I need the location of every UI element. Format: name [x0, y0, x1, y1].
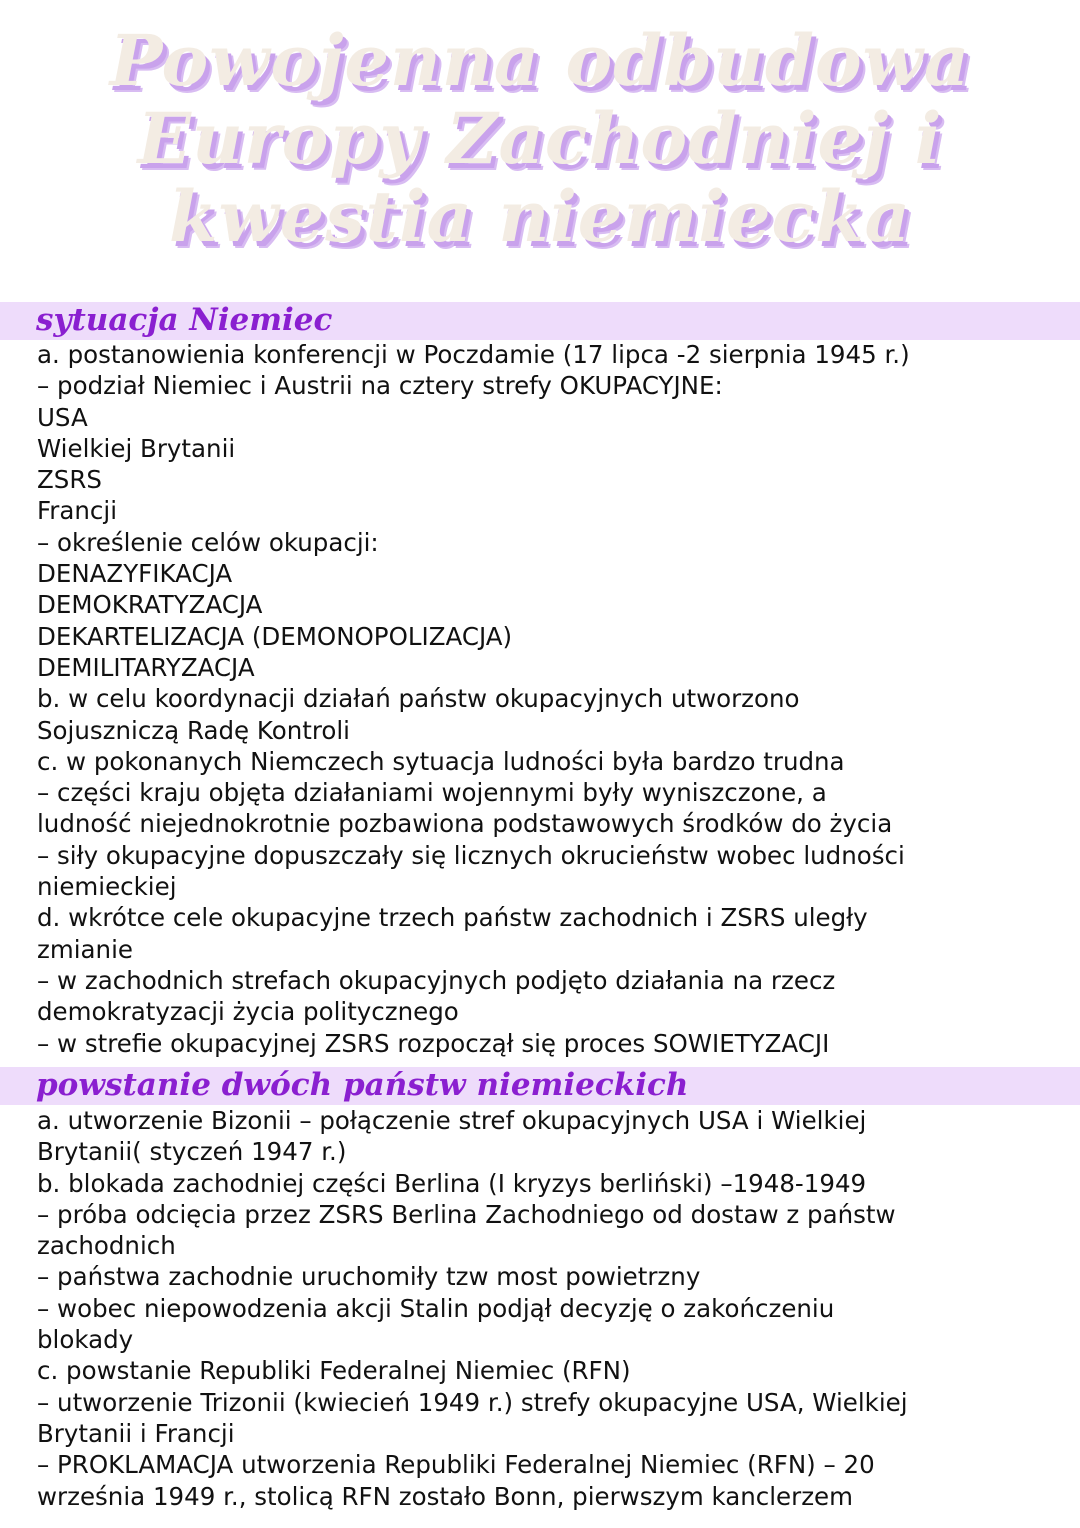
text-line: b. blokada zachodniej części Berlina (I kryzys berliński) –1948-1949 — [37, 1168, 867, 1198]
text-line: – wobec niepowodzenia akcji Stalin podjął decyzję o zakończeniu — [37, 1293, 835, 1323]
section-title: powstanie dwóch państw niemieckich — [36, 1067, 689, 1103]
text-line: c. w pokonanych Niemczech sytuacja ludności była bardzo trudna — [37, 746, 845, 776]
section-header-powstanie-panstw — [0, 1067, 1080, 1105]
text-line: ludność niejednokrotnie pozbawiona podstawowych środków do życia — [37, 809, 893, 839]
text-line: – w strefie okupacyjnej ZSRS rozpoczął się proces SOWIETYZACJI — [37, 1028, 830, 1058]
text-line: b. w celu koordynacji działań państw okupacyjnych utworzono — [37, 684, 800, 714]
text-line: a. utworzenie Bizonii – połączenie stref okupacyjnych USA i Wielkiej — [37, 1106, 867, 1135]
text-line: ZSRS — [37, 465, 102, 495]
text-line: – określenie celów okupacji: — [37, 527, 379, 557]
text-line: blokady — [37, 1325, 134, 1355]
text-line: DEKARTELIZACJA (DEMONOPOLIZACJA) — [37, 621, 513, 651]
text-line: – części kraju objęta działaniami wojennymi były wyniszczone, a — [37, 778, 827, 808]
text-line: – podział Niemiec i Austrii na cztery strefy OKUPACYJNE: — [37, 371, 723, 401]
text-line: – próba odcięcia przez ZSRS Berlina Zachodniego od dostaw z państw — [37, 1199, 896, 1229]
text-line: DEMOKRATYZACJA — [37, 590, 263, 620]
section-body-powstanie-panstw — [37, 1105, 1067, 1512]
page-title-line-1: Powojenna odbudowa — [109, 19, 971, 102]
text-line: c. powstanie Republiki Federalnej Niemiec (RFN) — [37, 1356, 631, 1386]
text-line: a. postanowienia konferencji w Poczdamie (17 lipca -2 sierpnia 1945 r.) — [37, 340, 910, 369]
text-line: demokratyzacji życia politycznego — [37, 997, 459, 1027]
page-title-line-3: kwestia niemiecka — [168, 175, 912, 258]
text-line: zmianie — [37, 934, 133, 964]
text-line: DEMILITARYZACJA — [37, 652, 255, 682]
page-title — [0, 19, 1080, 258]
text-line: – państwa zachodnie uruchomiły tzw most powietrzny — [37, 1262, 701, 1292]
text-line: Francji — [37, 496, 118, 526]
section-body-sytuacja-niemiec — [37, 339, 1067, 1059]
text-line: niemieckiej — [37, 872, 177, 902]
text-line: – utworzenie Trizonii (kwiecień 1949 r.) strefy okupacyjne USA, Wielkiej — [37, 1387, 908, 1417]
text-line: – PROKLAMACJA utworzenia Republiki Federalnej Niemiec (RFN) – 20 — [37, 1450, 875, 1480]
text-line: USA — [37, 402, 88, 432]
text-line: DENAZYFIKACJA — [37, 559, 233, 589]
text-line: września 1949 r., stolicą RFN zostało Bonn, pierwszym kanclerzem — [37, 1481, 853, 1511]
text-line: – w zachodnich strefach okupacyjnych podjęto działania na rzecz — [37, 965, 836, 995]
text-line: Wielkiej Brytanii — [37, 433, 236, 463]
text-line: – siły okupacyjne dopuszczały się licznych okrucieństw wobec ludności — [37, 840, 905, 870]
text-line: Brytanii i Francji — [37, 1418, 235, 1448]
text-line: zachodnich — [37, 1231, 176, 1261]
page-title-line-2: Europy Zachodniej i — [137, 97, 943, 180]
section-title: sytuacja Niemiec — [36, 302, 333, 338]
text-line: d. wkrótce cele okupacyjne trzech państw zachodnich i ZSRS uległy — [37, 903, 868, 933]
section-header-sytuacja-niemiec — [0, 302, 1080, 340]
text-line: Sojuszniczą Radę Kontroli — [37, 715, 350, 745]
text-line: Brytanii( styczeń 1947 r.) — [37, 1137, 347, 1167]
